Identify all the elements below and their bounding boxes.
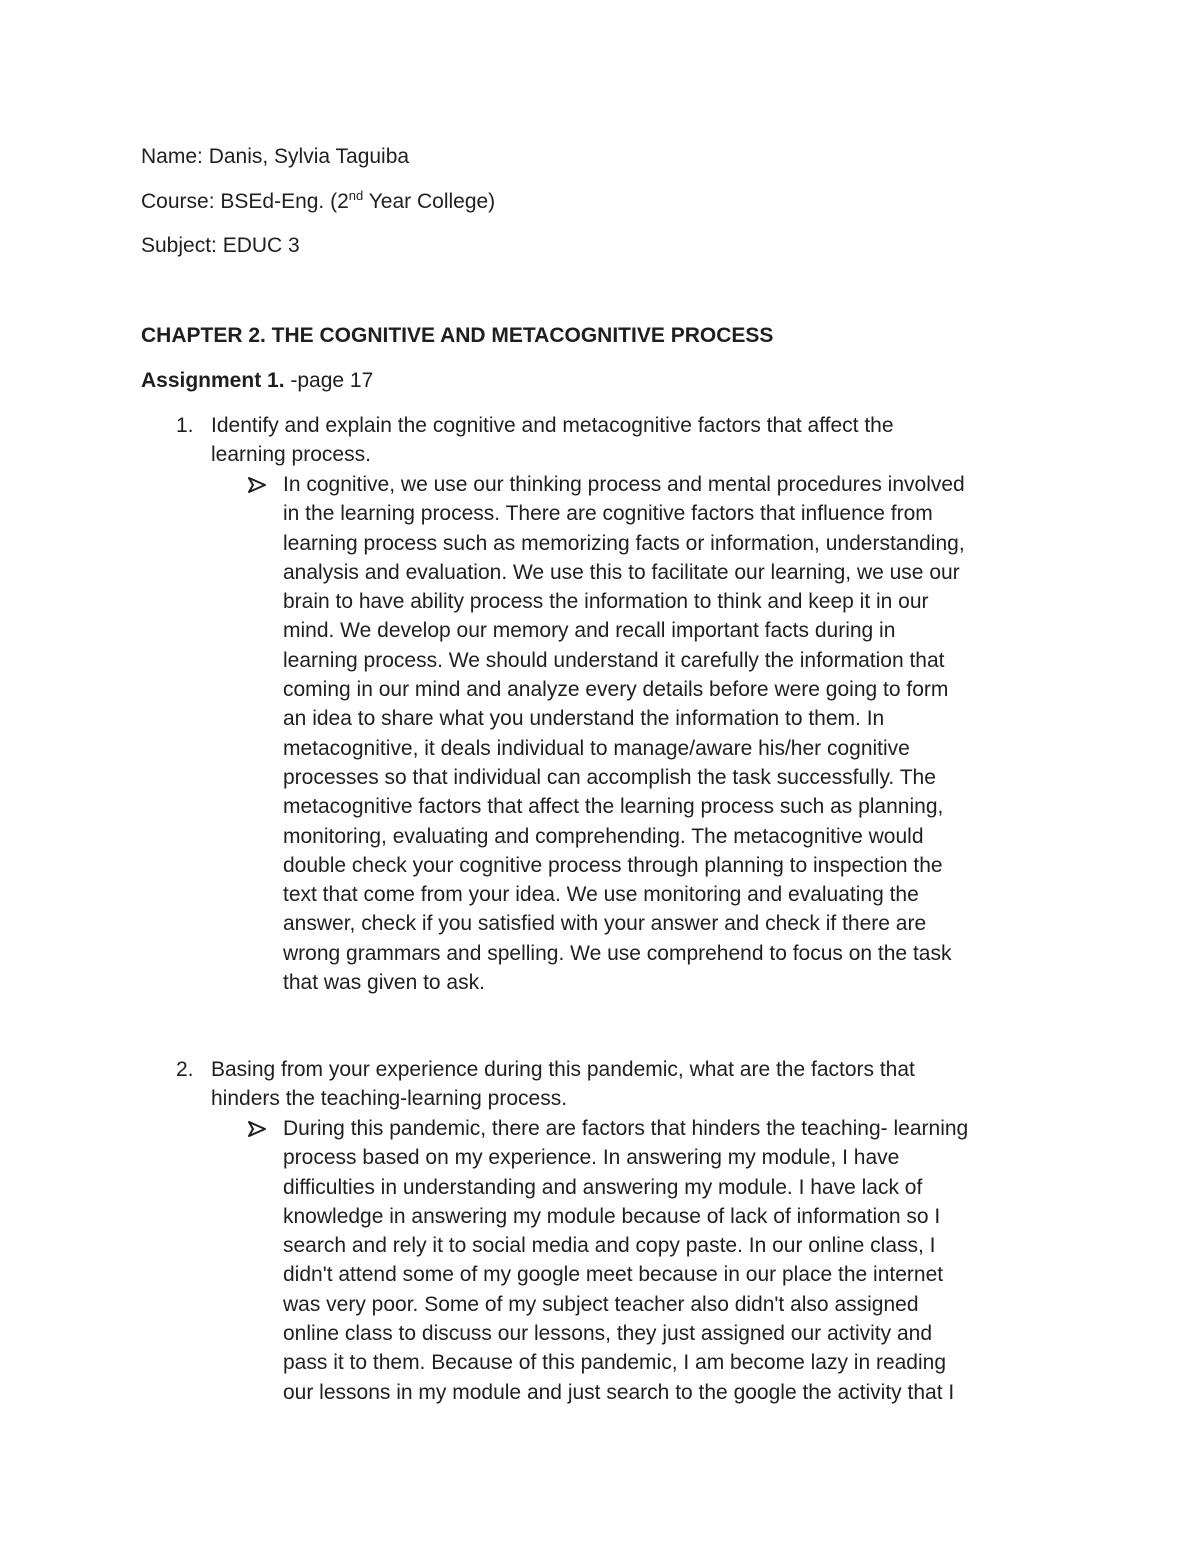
- course-value-post: Year College): [363, 190, 496, 213]
- question-line: Identify and explain the cognitive and metacognitive factors that affect the: [211, 414, 894, 437]
- name-value: Danis, Sylvia Taguiba: [208, 145, 410, 168]
- subject-label: Subject:: [141, 234, 223, 257]
- name-label: Name:: [141, 145, 209, 168]
- answer-line: online class to discuss our lessons, they just assigned our activity and: [283, 1322, 933, 1346]
- assignment-page-ref: -page 17: [284, 369, 374, 392]
- answer-line: process based on my experience. In answering my module, I have: [283, 1146, 900, 1170]
- answer-line: In cognitive, we use our thinking process and mental procedures involved: [283, 473, 965, 496]
- answer-line: learning process such as memorizing facts or information, understanding,: [283, 531, 965, 555]
- answer-line: search and rely it to social media and copy paste. In our online class, I: [283, 1234, 936, 1258]
- answer-line: didn't attend some of my google meet because in our place the internet: [283, 1263, 944, 1287]
- answer-line: coming in our mind and analyze every details before were going to form: [283, 678, 949, 702]
- answer-text: [283, 470, 1073, 997]
- answer-line: During this pandemic, there are factors that hinders the teaching- learning: [283, 1117, 969, 1140]
- subject-value: EDUC 3: [222, 234, 300, 257]
- arrowhead-bullet-icon: [246, 470, 276, 499]
- question-line: Basing from your experience during this pandemic, what are the factors that: [211, 1058, 915, 1081]
- assignment-heading: [141, 367, 373, 395]
- answer-line: that was given to ask.: [283, 971, 485, 995]
- answer-line: answer, check if you satisfied with your answer and check if there are: [283, 912, 927, 936]
- question-number: 2.: [176, 1058, 194, 1081]
- answer-line: learning process. We should understand it carefully the information that: [283, 648, 945, 672]
- question-text: [211, 1055, 1051, 1114]
- assignment-label: Assignment 1.: [141, 369, 285, 392]
- answer-line: in the learning process. There are cognitive factors that influence from: [283, 502, 933, 526]
- answer-line: wrong grammars and spelling. We use comprehend to focus on the task: [283, 941, 952, 965]
- answer-line: processes so that individual can accomplish the task successfully. The: [283, 765, 936, 789]
- answer-line: text that come from your idea. We use monitoring and evaluating the: [283, 883, 919, 907]
- course-line: [141, 188, 495, 216]
- answer-line: metacognitive, it deals individual to manage/aware his/her cognitive: [283, 736, 910, 760]
- course-value-sup: nd: [348, 188, 364, 203]
- name-line: [141, 143, 409, 171]
- subject-line: [141, 232, 300, 260]
- chapter-title: CHAPTER 2. THE COGNITIVE AND METACOGNITIVE PROCESS: [141, 324, 774, 347]
- course-label: Course:: [141, 190, 221, 213]
- answer-line: analysis and evaluation. We use this to facilitate our learning, we use our: [283, 560, 960, 584]
- answer-line: brain to have ability process the information to think and keep it in our: [283, 590, 929, 614]
- answer-line: monitoring, evaluating and comprehending. The metacognitive would: [283, 824, 924, 848]
- answer-line: our lessons in my module and just search to the google the activity that I: [283, 1380, 955, 1404]
- arrowhead-bullet-icon: [246, 1114, 276, 1143]
- answer-line: pass it to them. Because of this pandemic, I am become lazy in reading: [283, 1351, 947, 1375]
- question-number: 1.: [176, 414, 194, 437]
- question-text: [211, 411, 1051, 470]
- question-line: learning process.: [211, 443, 371, 467]
- answer-line: was very poor. Some of my subject teacher also didn't also assigned: [283, 1292, 919, 1316]
- course-value-pre: BSEd-Eng. (2: [220, 190, 349, 213]
- question-line: hinders the teaching-learning process.: [211, 1087, 568, 1111]
- answer-text: [283, 1114, 1073, 1407]
- answer-line: double check your cognitive process through planning to inspection the: [283, 853, 943, 877]
- answer-line: difficulties in understanding and answering my module. I have lack of: [283, 1175, 923, 1199]
- answer-line: mind. We develop our memory and recall important facts during in: [283, 619, 896, 643]
- answer-line: knowledge in answering my module because of lack of information so I: [283, 1204, 941, 1228]
- answer-line: an idea to share what you understand the information to them. In: [283, 707, 885, 731]
- answer-line: metacognitive factors that affect the learning process such as planning,: [283, 795, 944, 819]
